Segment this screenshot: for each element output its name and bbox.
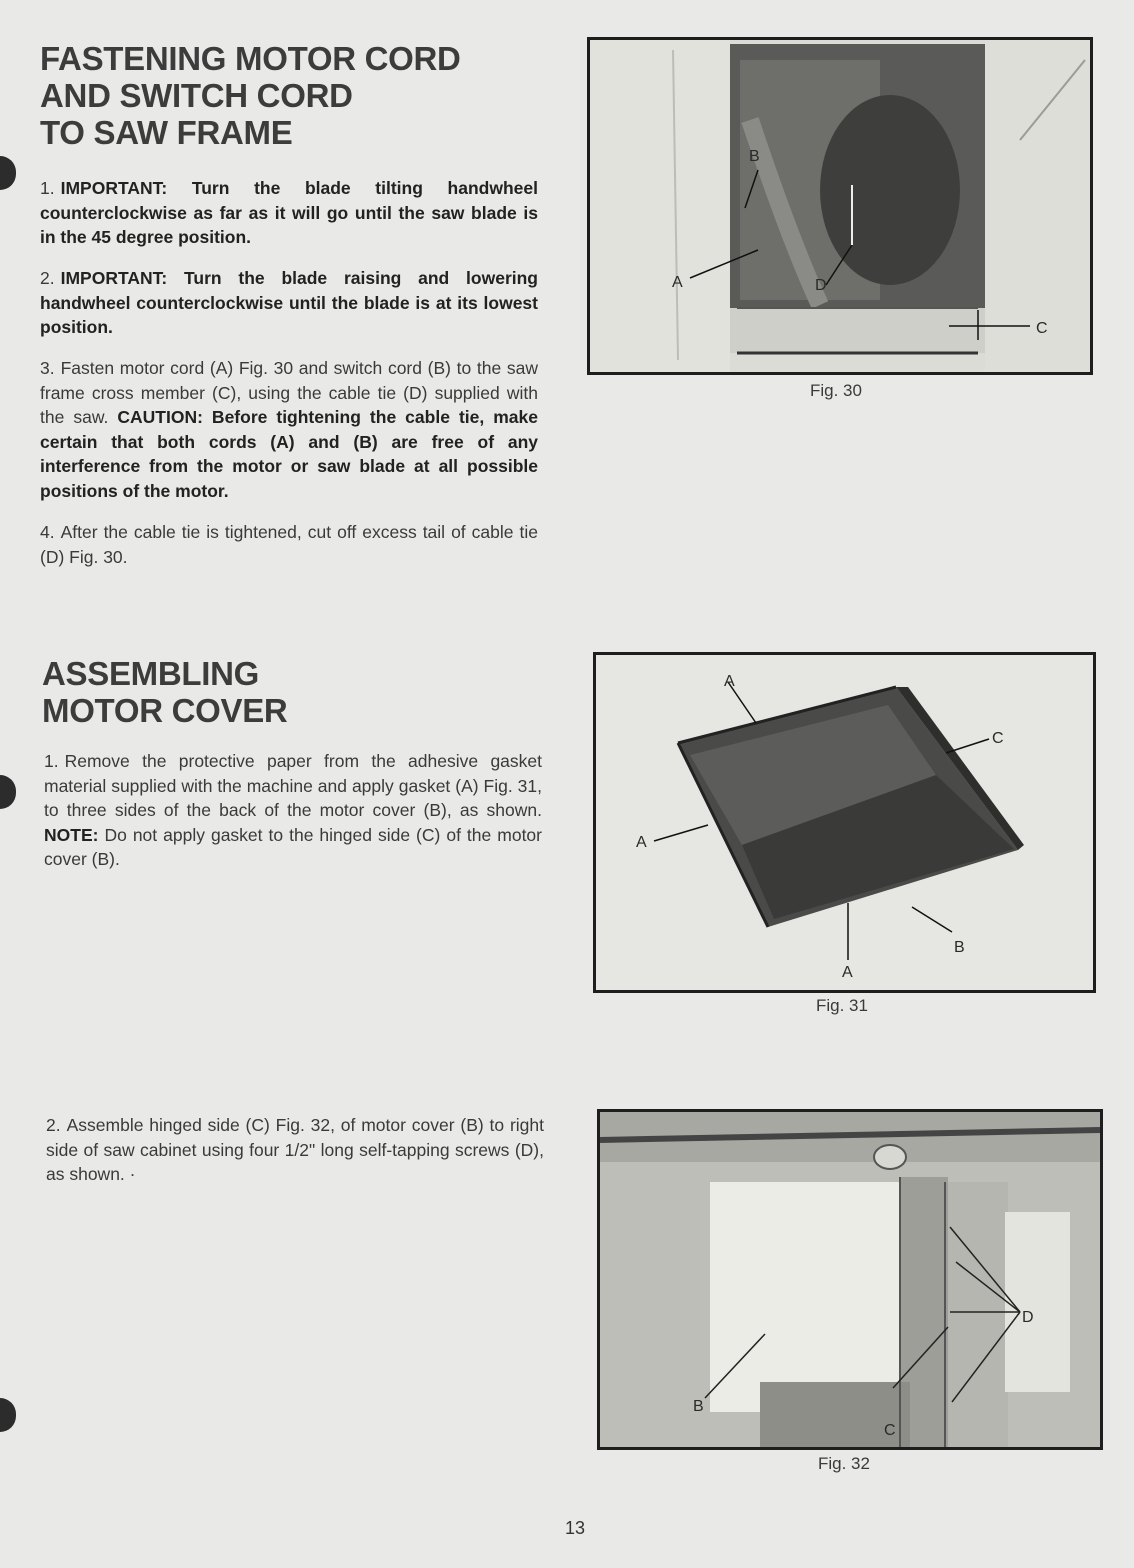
figure-30-photo bbox=[587, 37, 1093, 375]
step-3-fastening: 3. Fasten motor cord (A) Fig. 30 and switch cord (B) to the saw frame cross member (C), using the cable tie (D) supplied with the saw. CAUTION: Before tightening the cable tie, make certain that both cords (A) and (B) are free of any interference from the motor or saw blade at all possible positions of the motor. bbox=[40, 358, 538, 501]
fig32-label-c: C bbox=[884, 1422, 896, 1439]
binder-hole-bottom bbox=[0, 1398, 16, 1432]
fig31-label-a-bottom: A bbox=[842, 964, 853, 981]
fig32-label-d: D bbox=[1022, 1309, 1034, 1326]
fig31-label-a-top: A bbox=[724, 673, 735, 690]
step-1-motor-cover: 1. Remove the protective paper from the adhesive gasket material supplied with the machine and apply gasket (A) Fig. 31, to three sides of the back of the motor cover (B), as shown. NOTE: Do not apply gasket to the hinged side (C) of the motor cover (B). bbox=[44, 751, 542, 869]
figure-31-illustration bbox=[596, 655, 1093, 990]
fig30-label-d: D bbox=[815, 277, 827, 294]
binder-hole-top bbox=[0, 156, 16, 190]
figure-31-caption: Fig. 31 bbox=[816, 996, 868, 1015]
binder-hole-middle bbox=[0, 775, 16, 809]
figure-31-photo bbox=[593, 652, 1096, 993]
section-heading-fastening-cords: FASTENING MOTOR CORD AND SWITCH CORD TO SAW FRAME bbox=[40, 40, 461, 151]
figure-30-caption: Fig. 30 bbox=[810, 381, 862, 400]
fig30-label-a: A bbox=[672, 274, 683, 291]
step-2-motor-cover: 2. Assemble hinged side (C) Fig. 32, of motor cover (B) to right side of saw cabinet using four 1/2" long self-tapping screws (D), as shown. · bbox=[46, 1115, 544, 1184]
step-1-fastening: 1. IMPORTANT: Turn the blade tilting handwheel counterclockwise as far as it will go until the saw blade is in the 45 degree position. bbox=[40, 178, 538, 247]
fig30-label-b: B bbox=[749, 148, 760, 165]
fig30-label-c: C bbox=[1036, 320, 1048, 337]
figure-32-illustration bbox=[600, 1112, 1100, 1447]
fig31-label-a-left: A bbox=[636, 834, 647, 851]
fig31-label-b: B bbox=[954, 939, 965, 956]
figure-30-illustration bbox=[590, 40, 1090, 372]
page-number: 13 bbox=[565, 1518, 586, 1538]
fig31-label-c: C bbox=[992, 730, 1004, 747]
section-heading-motor-cover: ASSEMBLING MOTOR COVER bbox=[42, 655, 288, 729]
figure-32-photo bbox=[597, 1109, 1103, 1450]
fig32-label-b: B bbox=[693, 1398, 704, 1415]
step-4-fastening: 4. After the cable tie is tightened, cut off excess tail of cable tie (D) Fig. 30. bbox=[40, 522, 538, 567]
step-2-fastening: 2. IMPORTANT: Turn the blade raising and lowering handwheel counterclockwise until the blade is at its lowest position. bbox=[40, 268, 538, 337]
figure-32-caption: Fig. 32 bbox=[818, 1454, 870, 1473]
